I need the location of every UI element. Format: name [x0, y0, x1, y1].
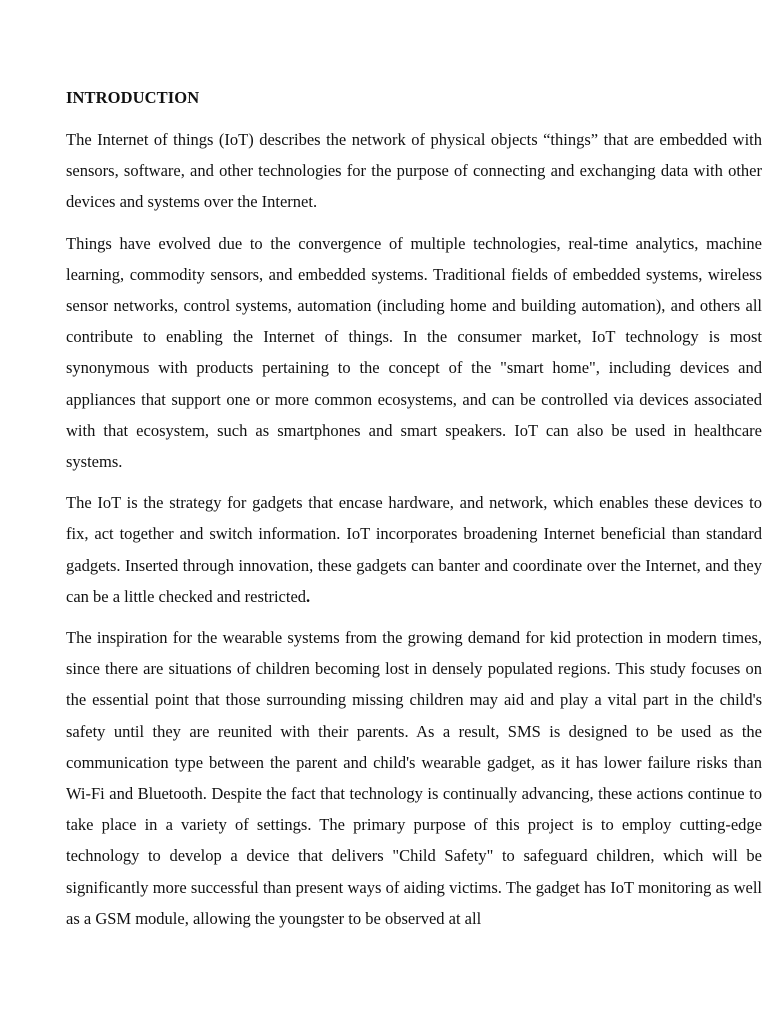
- paragraph-iot-definition: The Internet of things (IoT) describes the network of physical objects “things” that are embedded with sensors, software, and other technologies for the purpose of connecting and exchanging data with other devices and systems over the Internet.: [66, 130, 762, 212]
- paragraph-iot-strategy-end-mark: .: [306, 586, 311, 606]
- paragraph-wearable-inspiration: The inspiration for the wearable systems from the growing demand for kid protection in modern times, since there are situations of children becoming lost in densely populated regions. This study focuses on the essential point that those surrounding missing children may aid and play a vital part in the child's safety until they are reunited with their parents. As a result, SMS is designed to be used as the communication type between the parent and child's wearable gadget, as it has lower failure risks than Wi-Fi and Bluetooth. Despite the fact that technology is continually advancing, these actions continue to take place in a variety of settings. The primary purpose of this project is to employ cutting-edge technology to develop a device that delivers "Child Safety" to safeguard children, which will be significantly more successful than present ways of aiding victims. The gadget has IoT monitoring as well as a GSM module, allowing the youngster to be observed at all: [66, 628, 762, 928]
- paragraph-iot-strategy-text: The IoT is the strategy for gadgets that encase hardware, and network, which enables these devices to fix, act together and switch information. IoT incorporates broadening Internet beneficial than standard gadgets. Inserted through innovation, these gadgets can banter and coordinate over the Internet, and they can be a little checked and restricted: [66, 493, 762, 606]
- paragraph-iot-evolution: Things have evolved due to the convergence of multiple technologies, real-time analytics, machine learning, commodity sensors, and embedded systems. Traditional fields of embedded systems, wireless sensor networks, control systems, automation (including home and building automation), and others all contribute to enabling the Internet of things. In the consumer market, IoT technology is most synonymous with products pertaining to the concept of the "smart home", including devices and appliances that support one or more common ecosystems, and can be controlled via devices associated with that ecosystem, such as smartphones and smart speakers. IoT can also be used in healthcare systems.: [66, 233, 762, 472]
- section-heading: INTRODUCTION: [66, 88, 200, 107]
- document-page: [66, 86, 762, 944]
- paragraph-iot-strategy: [66, 487, 762, 612]
